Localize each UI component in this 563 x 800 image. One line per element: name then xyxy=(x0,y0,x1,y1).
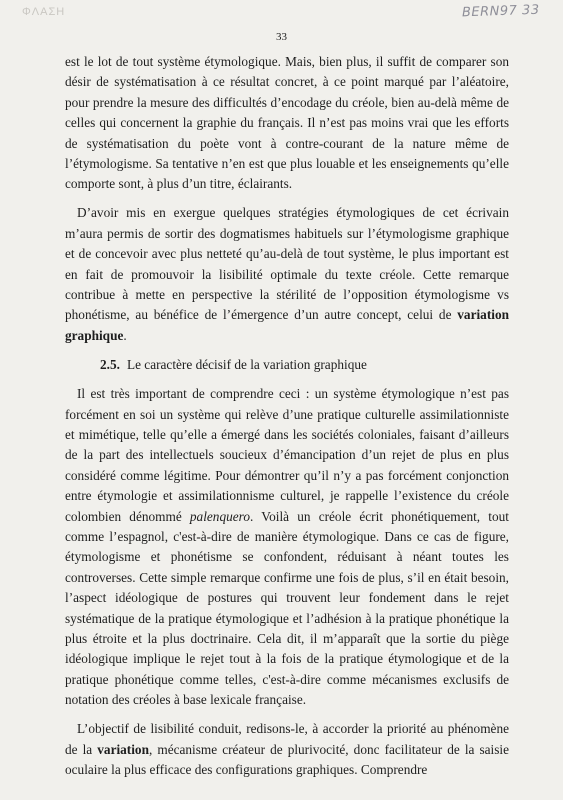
paragraph-2-text: D’avoir mis en exergue quelques stratégies étymologiques de cet écrivain m’aura permis de sortir des dogmatismes habituels sur l’étymologisme graphique et de concevoir avec plus netteté qu’au-delà de tout système, le plus important est en fait de promouvoir la lisibilité optimale du texte créole. Cette remarque contribue à mette en perspective la stérilité de l’opposition étymologisme vs phonétisme, au bénéfice de l’émergence d’un autre concept, celui de xyxy=(65,205,509,323)
palenquero-term: palenquero xyxy=(189,508,250,524)
section-number: 2.5. xyxy=(100,356,120,372)
section-title: Le caractère décisif de la variation graphique xyxy=(126,356,367,372)
paragraph-4-text: L’objectif de lisibilité conduit, redisons-le, à accorder la priorité au phénomène de la xyxy=(65,721,509,757)
paragraph-2 xyxy=(65,203,509,346)
variation-graphique-term: variation graphique xyxy=(65,307,509,343)
paragraph-1 xyxy=(65,52,509,195)
paragraph-4-end: , mécanisme créateur de plurivocité, donc facilitateur de la saisie oculaire la plus efficace des configurations graphiques. Comprendre xyxy=(65,741,510,777)
paragraph-2-end: . xyxy=(123,327,127,343)
paragraph-3 xyxy=(65,384,509,711)
paragraph-3-end: . Voilà un créole écrit phonétiquement, tout comme l’espagnol, c'est-à-dire de manière étymologique. Dans ce cas de figure, étymologisme et phonétisme se confondent, réduisant à néant toutes les controverses. Cette simple remarque confirme une fois de plus, s’il en était besoin, l’aspect idéologique de postures qui trouvent leur fondement dans le rejet systématique de la pratique étymologique et l’adhésion à la pratique phonétique la plus étroite et la plus doctrinaire. Cela dit, il m’apparaît que la sortie du piège idéologique implique le rejet tout à la fois de la pratique étymologique et de la pratique phonétique comme telles, c'est-à-dire comme mécanismes exclusifs de notation des créoles à base lexicale française. xyxy=(65,508,509,708)
paragraph-1-text: est le lot de tout système étymologique. Mais, bien plus, il suffit de comparer son désir de systématisation à ce résultat concret, à ce point marqué par l’aléatoire, pour prendre la mesure des difficultés d’encodage du créole, bien au-delà même de celles qui concernent la graphie du français. Il n’est pas moins vrai que les efforts de systématisation du poète vont à contre-courant de la nature même de l’étymologisme. Sa tentative n’en est que plus louable et les enseignements qu’elle comporte sont, à plus d’un titre, éclairants. xyxy=(65,54,509,192)
handwritten-reference: BERN97 33 xyxy=(461,2,540,21)
faint-stamp: ΦΛΑΣΗ xyxy=(22,6,66,18)
paragraph-4 xyxy=(65,719,509,780)
paragraph-3-text: Il est très important de comprendre ceci : un système étymologique n’est pas forcément en soi un système qui relève d’une pratique culturelle assimilationniste et mimétique, telle qu’elle a émergé dans les sociétés coloniales, faisant d’ailleurs de la part des intellectuels soucieux d’émancipation d’un rejet de plus en plus considéré comme légitime. Pour démontrer qu’il n’y a pas forcément conjonction entre étymologie et assimilationnisme culturel, je rappelle l’existence du créole colombien dénommé xyxy=(65,386,509,524)
document-body xyxy=(65,52,509,780)
page-number: 33 xyxy=(276,31,287,43)
section-heading xyxy=(100,355,509,375)
variation-term: variation xyxy=(97,741,149,757)
